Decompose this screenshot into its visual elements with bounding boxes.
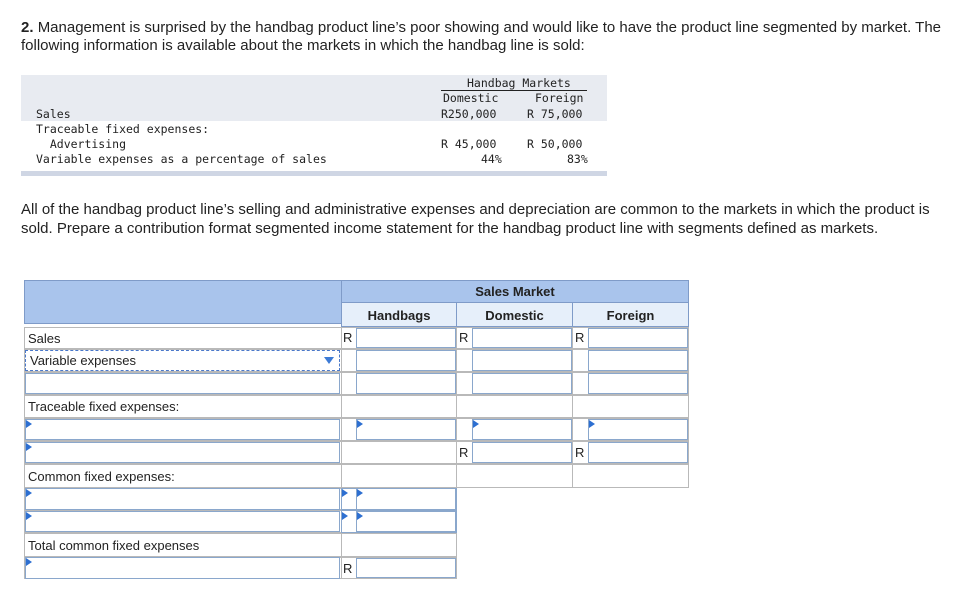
row-label-total-common: Total common fixed expenses — [28, 538, 200, 553]
chevron-down-icon[interactable] — [324, 357, 334, 364]
segment-margin-label-input[interactable] — [25, 442, 340, 463]
currency-symbol: R — [459, 445, 469, 460]
domestic-variable-input[interactable] — [472, 350, 572, 371]
row-label-traceable: Traceable fixed expenses: — [28, 399, 180, 414]
question-body: Management is surprised by the handbag product line’s poor showing and would like to have the product line segmented by market. The following information is available about the markets in which the handbag line is sold: — [21, 19, 942, 54]
currency-symbol: R — [575, 445, 585, 460]
given-row-label: Sales — [36, 107, 71, 121]
header-sales-market: Sales Market — [475, 284, 555, 299]
given-value: R 45,000 — [441, 137, 497, 151]
foreign-amount-input[interactable] — [588, 373, 688, 394]
instruction-text: All of the handbag product line’s selling and administrative expenses and depreciation are common to the markets in which the product is sold. Prepare a contribution format segmented income statement for the handbag product line with segments defined as markets. — [21, 201, 930, 237]
given-value: 44% — [481, 152, 502, 166]
header-foreign: Foreign — [572, 302, 689, 327]
given-value: R 75,000 — [527, 107, 583, 121]
header-domestic: Domestic — [456, 302, 573, 327]
foreign-variable-input[interactable] — [588, 350, 688, 371]
given-value: 83% — [567, 152, 588, 166]
traceable-label-input[interactable] — [25, 419, 340, 440]
domestic-margin-input[interactable] — [472, 442, 572, 463]
foreign-sales-input[interactable] — [588, 328, 688, 348]
common-label-input-2[interactable] — [25, 511, 340, 532]
question-text — [21, 19, 941, 55]
given-value: R250,000 — [441, 107, 497, 121]
given-value: R 50,000 — [527, 137, 583, 151]
currency-symbol: R — [459, 330, 469, 345]
handbags-common-input-2[interactable] — [356, 511, 456, 532]
line-label-input[interactable] — [25, 373, 340, 394]
common-label-input-1[interactable] — [25, 488, 340, 510]
given-col-foreign: Foreign — [535, 91, 584, 105]
given-col-domestic: Domestic — [443, 91, 499, 105]
header-handbags: Handbags — [341, 302, 457, 327]
handbags-sales-input[interactable] — [356, 328, 456, 348]
currency-symbol: R — [343, 330, 353, 345]
variable-expenses-dropdown[interactable]: Variable expenses — [25, 350, 340, 371]
net-operating-label-input[interactable] — [25, 557, 340, 579]
foreign-margin-input[interactable] — [588, 442, 688, 463]
foreign-traceable-input[interactable] — [588, 419, 688, 440]
handbags-variable-input[interactable] — [356, 350, 456, 371]
domestic-sales-input[interactable] — [472, 328, 572, 348]
given-group-header: Handbag Markets — [467, 76, 571, 90]
domestic-traceable-input[interactable] — [472, 419, 572, 440]
handbags-common-input-1[interactable] — [356, 488, 456, 510]
currency-symbol: R — [575, 330, 585, 345]
given-row-label: Advertising — [36, 137, 127, 151]
handbags-traceable-input[interactable] — [356, 419, 456, 440]
row-label-common-fixed: Common fixed expenses: — [28, 469, 175, 484]
given-row-label: Traceable fixed expenses: — [36, 122, 210, 136]
domestic-amount-input[interactable] — [472, 373, 572, 394]
currency-symbol: R — [343, 561, 353, 576]
given-row-label: Variable expenses as a percentage of sales — [36, 152, 327, 166]
handbags-amount-input[interactable] — [356, 373, 456, 394]
question-number: 2. — [21, 19, 34, 36]
handbags-net-input[interactable] — [356, 558, 456, 578]
row-label-sales: Sales — [24, 327, 342, 349]
